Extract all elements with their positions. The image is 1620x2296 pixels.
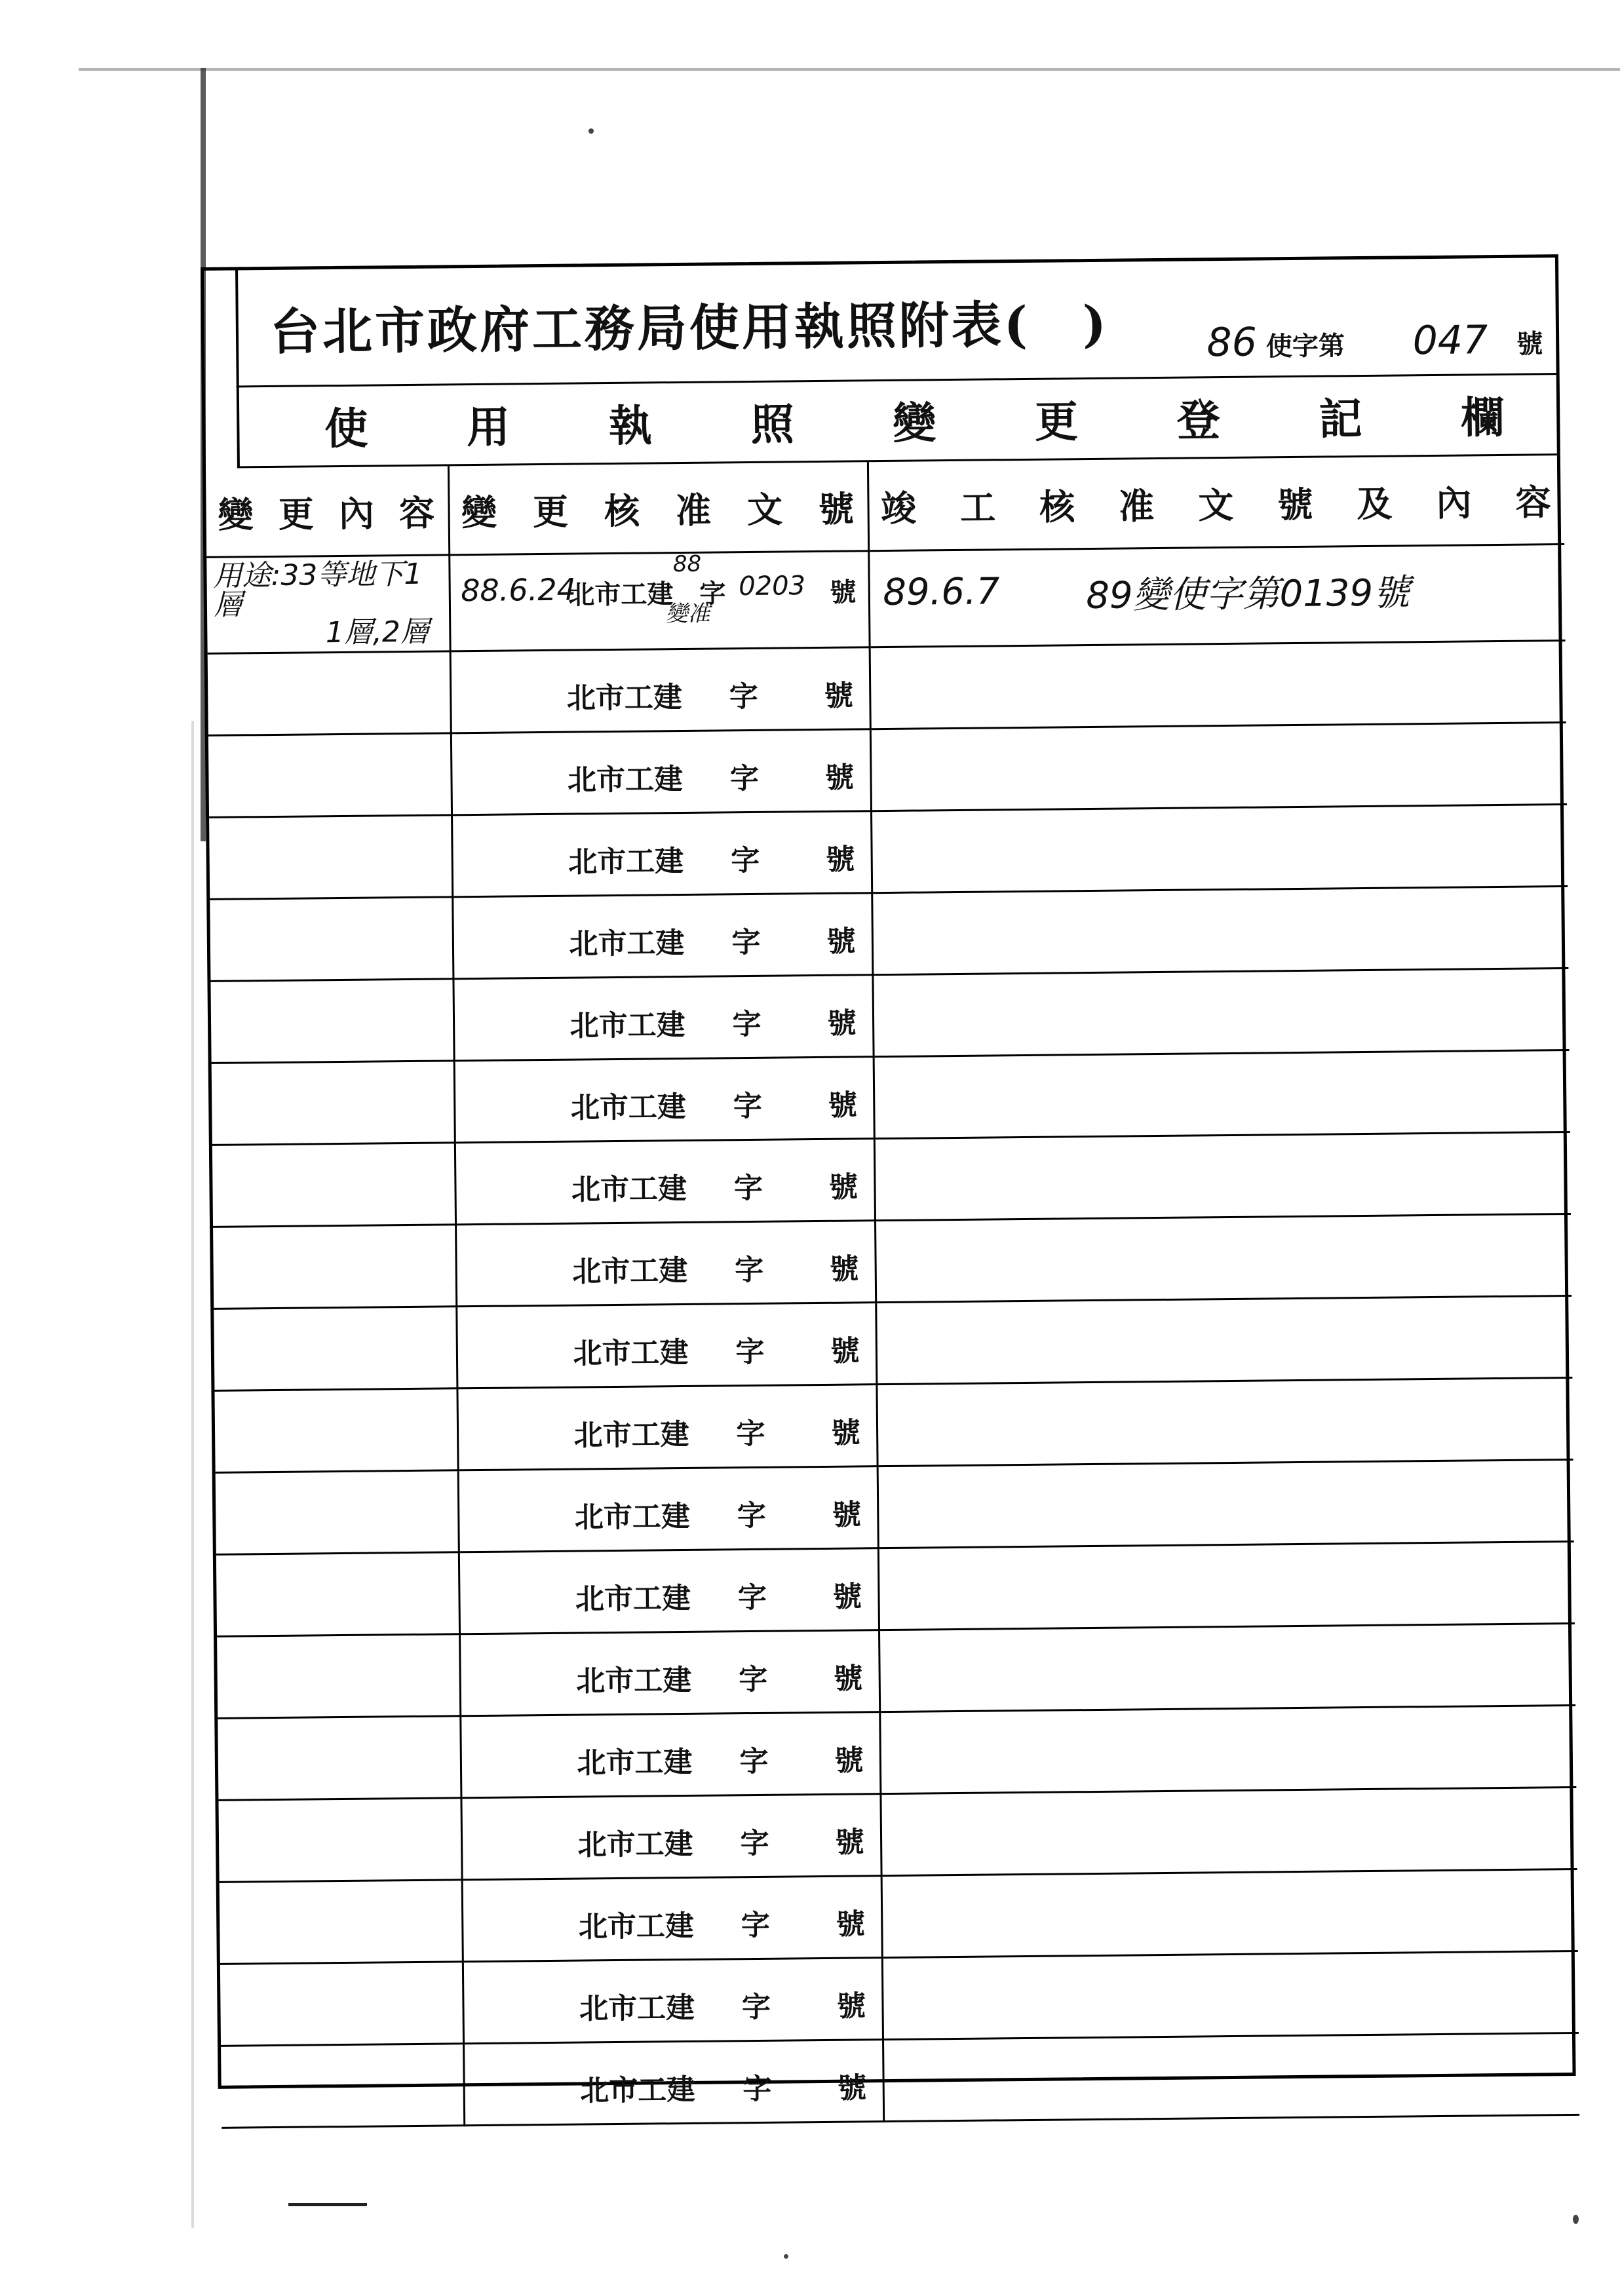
- change-content-cell: [216, 1552, 459, 1637]
- completion-approval-cell: [872, 968, 1569, 1057]
- header-char: 容: [398, 491, 436, 534]
- completion-approval-cell: [880, 1787, 1577, 1875]
- header-char: 核: [604, 489, 642, 532]
- approval-office: 北市工建: [579, 2073, 696, 2108]
- change-content-cell: [218, 1716, 461, 1801]
- form-title: 台北市政府工務局使用執照附表( ): [269, 294, 1109, 361]
- approval-zi: 字: [735, 1335, 765, 1369]
- permit-suffix: 號: [1516, 328, 1543, 360]
- completion-approval-cell: [875, 1214, 1572, 1302]
- header-char: 更: [278, 492, 316, 535]
- approval-zi: 字: [729, 679, 759, 714]
- change-approval-cell: [454, 1057, 874, 1143]
- approval-office: 北市工建: [568, 579, 674, 611]
- change-content-cell: [206, 555, 450, 654]
- header-char: 及: [1357, 482, 1394, 525]
- approval-office: 北市工建: [570, 1090, 687, 1125]
- band-char: 更: [1034, 396, 1079, 448]
- approval-hao: 號: [828, 1088, 858, 1122]
- change-approval-cell: [459, 1548, 879, 1634]
- approval-hao: 號: [837, 2071, 867, 2105]
- approval-hao: 號: [833, 1662, 863, 1696]
- change-approval-cell: [456, 1303, 876, 1388]
- change-content-cell: [209, 815, 452, 900]
- approval-office: 北市工建: [571, 1172, 687, 1207]
- approval-hao: 號: [824, 761, 855, 795]
- approval-office: 北市工建: [579, 1991, 695, 2026]
- approval-hao: 號: [826, 925, 856, 959]
- approval-hao: 號: [830, 1334, 860, 1368]
- table-row: [209, 805, 1568, 900]
- band-char: 用: [466, 401, 511, 453]
- change-approval-cell: [452, 811, 872, 897]
- change-content-cell: [210, 979, 453, 1063]
- header-char: 文: [1197, 484, 1235, 526]
- approval-zi: 字: [732, 1007, 762, 1042]
- table-row: [208, 723, 1567, 818]
- change-content-cell: [221, 2044, 464, 2128]
- band-char: 使: [324, 402, 368, 455]
- approval-hao: 號: [835, 1826, 864, 1860]
- header-char: 變: [218, 493, 255, 536]
- completion-approval-cell: [879, 1623, 1575, 1712]
- table-row: [208, 641, 1566, 736]
- completion-approval-cell: [874, 1050, 1570, 1139]
- change-content-cell: [212, 1143, 455, 1227]
- scan-speck: [1573, 2215, 1579, 2224]
- change-approval-cell: [458, 1466, 878, 1552]
- table-row: [220, 1951, 1579, 2046]
- change-content-cell: [212, 1061, 455, 1145]
- approval-hao: 號: [828, 1170, 858, 1204]
- approval-zi: 字: [738, 1662, 768, 1697]
- table-row: [221, 2033, 1579, 2128]
- approval-zi: 字: [741, 1990, 771, 2025]
- approval-number: 0203: [738, 571, 806, 602]
- approval-hao: 號: [834, 1744, 864, 1778]
- approval-year-note: 88: [672, 550, 702, 578]
- scan-speck: [588, 128, 594, 134]
- change-registration-band: [237, 373, 1557, 468]
- approval-office: 北市工建: [578, 1909, 695, 1944]
- change-approval-cell: [455, 1221, 876, 1307]
- completion-approval-cell: [876, 1377, 1573, 1466]
- band-char: 照: [750, 398, 794, 450]
- approval-zi: 字: [739, 1744, 769, 1779]
- completion-approval-cell: [881, 1869, 1578, 1957]
- table-row: [210, 968, 1569, 1063]
- header-completion-approval: [868, 455, 1564, 551]
- completion-approval-cell: [878, 1459, 1574, 1548]
- change-approval-cell: [463, 2040, 883, 2126]
- approval-zi: 字: [742, 2072, 772, 2107]
- approval-zi: 字: [740, 1826, 769, 1861]
- completion-approval-cell: [876, 1295, 1572, 1384]
- approval-zi: 字: [733, 1089, 763, 1124]
- header-char: 號: [818, 487, 856, 530]
- approval-zi: 字: [729, 761, 760, 796]
- approval-zi: 字: [731, 925, 761, 960]
- permit-year: 86: [1206, 319, 1258, 366]
- change-approval-cell: [455, 1139, 875, 1225]
- approval-office: 北市工建: [569, 926, 685, 961]
- change-approval-cell: [462, 1876, 882, 1962]
- header-char: 准: [1118, 484, 1156, 527]
- approval-office: 北市工建: [577, 1827, 693, 1862]
- approval-zi: 字: [737, 1499, 767, 1533]
- table-row: [213, 1214, 1572, 1309]
- change-approval-cell: [460, 1712, 880, 1798]
- approval-office: 北市工建: [575, 1663, 692, 1698]
- approval-hao: 號: [836, 1989, 866, 2023]
- table-row: [216, 1541, 1575, 1636]
- completion-approval-cell: [868, 545, 1565, 647]
- title-row: [235, 258, 1556, 387]
- band-char: 變: [892, 397, 936, 449]
- change-content-cell: [208, 651, 451, 736]
- header-char: 內: [1436, 481, 1473, 524]
- header-char: 竣: [880, 487, 918, 529]
- table-row: [206, 545, 1565, 654]
- approval-office: 北市工建: [566, 680, 683, 716]
- approval-office: 北市工建: [573, 1335, 689, 1371]
- scan-edge-left-faint: [191, 721, 194, 2228]
- completion-approval-cell: [882, 1951, 1579, 2039]
- table-row: [212, 1050, 1570, 1145]
- approval-office: 北市工建: [567, 762, 684, 797]
- approval-zi: 字: [734, 1253, 764, 1288]
- scan-speck: [784, 2254, 788, 2259]
- approval-hao: 號: [829, 1252, 859, 1286]
- approval-office: 北市工建: [568, 844, 684, 879]
- change-content-cell: [213, 1225, 456, 1309]
- header-char: 文: [746, 488, 784, 531]
- change-approval-cell: [459, 1630, 879, 1716]
- header-char: 核: [1039, 485, 1077, 528]
- completion-approval-cell: [874, 1132, 1571, 1221]
- permit-number: [1206, 316, 1543, 366]
- completion-approval-cell: [883, 2033, 1579, 2121]
- completion-approval-cell: [870, 641, 1566, 729]
- scan-mark: [288, 2203, 367, 2206]
- header-char: 號: [1277, 483, 1315, 526]
- header-char: 工: [959, 486, 997, 529]
- approval-hao: 號: [832, 1580, 862, 1614]
- table-row: [218, 1787, 1577, 1882]
- header-char: 准: [675, 489, 713, 531]
- completion-date: 89.6.7: [883, 570, 1000, 615]
- change-approval-cell: [452, 893, 872, 979]
- table-row: [218, 1705, 1576, 1800]
- change-content-cell: [220, 1880, 463, 1964]
- change-content-cell: [217, 1634, 460, 1719]
- header-char: 容: [1515, 480, 1552, 524]
- approval-hao: 號: [836, 1907, 866, 1942]
- header-char: 內: [338, 491, 376, 535]
- table-row: [214, 1377, 1573, 1472]
- table-row: [210, 887, 1568, 982]
- change-content-cell: [216, 1470, 459, 1555]
- change-content-cell: [210, 897, 453, 982]
- change-approval-cell: [457, 1385, 877, 1470]
- band-char: 欄: [1460, 391, 1505, 444]
- completion-approval-cell: [878, 1541, 1575, 1630]
- approval-zi: 字: [736, 1417, 765, 1451]
- change-content-cell: [218, 1798, 461, 1883]
- approval-office: 北市工建: [571, 1253, 688, 1289]
- approval-zi: 字: [737, 1580, 767, 1615]
- approval-hao: 號: [831, 1416, 860, 1450]
- approval-note: 變准: [665, 600, 710, 628]
- approval-hao: 號: [825, 843, 855, 877]
- approval-office: 北市工建: [574, 1499, 691, 1535]
- change-content-cell: [220, 1962, 463, 2046]
- approval-office: 北市工建: [575, 1581, 691, 1617]
- change-approval-cell: [463, 1958, 883, 2044]
- completion-approval-cell: [871, 805, 1568, 893]
- approval-office: 北市工建: [573, 1417, 689, 1453]
- header-change-approval-no: [448, 462, 868, 555]
- approval-zi: 字: [741, 1908, 771, 1943]
- change-content-cell: [214, 1388, 457, 1473]
- table-row: [212, 1132, 1571, 1227]
- permit-type-label: 使字第: [1265, 330, 1345, 362]
- completion-approval-cell: [872, 887, 1568, 975]
- approval-office: 北市工建: [569, 1008, 685, 1043]
- completion-approval-cell: [879, 1705, 1576, 1793]
- band-char: 執: [608, 400, 653, 452]
- change-content-line2: 1層,2層: [325, 615, 430, 650]
- change-content-cell: [214, 1307, 457, 1391]
- approval-date: 88.6.24: [460, 571, 577, 609]
- approval-zi: 字: [730, 843, 760, 878]
- table-row: [216, 1459, 1574, 1554]
- approval-zi: 字: [733, 1171, 763, 1206]
- change-approval-cell: [453, 975, 873, 1061]
- approval-hao: 號: [830, 577, 857, 608]
- approval-hao: 號: [827, 1006, 857, 1041]
- approval-zi: 字: [699, 578, 726, 609]
- band-char: 記: [1319, 392, 1362, 445]
- table-row: [220, 1869, 1578, 1964]
- permit-serial: 047: [1412, 317, 1488, 364]
- change-registration-table: [206, 455, 1579, 2129]
- change-approval-cell: [450, 647, 870, 733]
- change-approval-cell: [461, 1794, 881, 1880]
- approval-office: 北市工建: [577, 1745, 693, 1780]
- change-approval-cell: [449, 551, 869, 651]
- approval-hao: 號: [832, 1498, 862, 1532]
- header-char: 更: [532, 490, 570, 533]
- usage-permit-form: [201, 254, 1576, 2108]
- completion-number: 89變使字第0139號: [1086, 571, 1410, 618]
- table-row: [217, 1623, 1575, 1718]
- table-row: [214, 1295, 1572, 1390]
- change-content-line1: 用途:33等地下1層: [213, 557, 423, 622]
- change-approval-cell: [451, 729, 871, 815]
- band-char: 登: [1176, 394, 1221, 446]
- completion-approval-cell: [870, 723, 1567, 811]
- approval-hao: 號: [824, 679, 854, 713]
- header-change-content: [206, 466, 449, 557]
- change-content-cell: [208, 733, 452, 818]
- header-char: 變: [461, 491, 499, 533]
- scan-edge-top: [79, 68, 1620, 71]
- header-row: [206, 455, 1564, 557]
